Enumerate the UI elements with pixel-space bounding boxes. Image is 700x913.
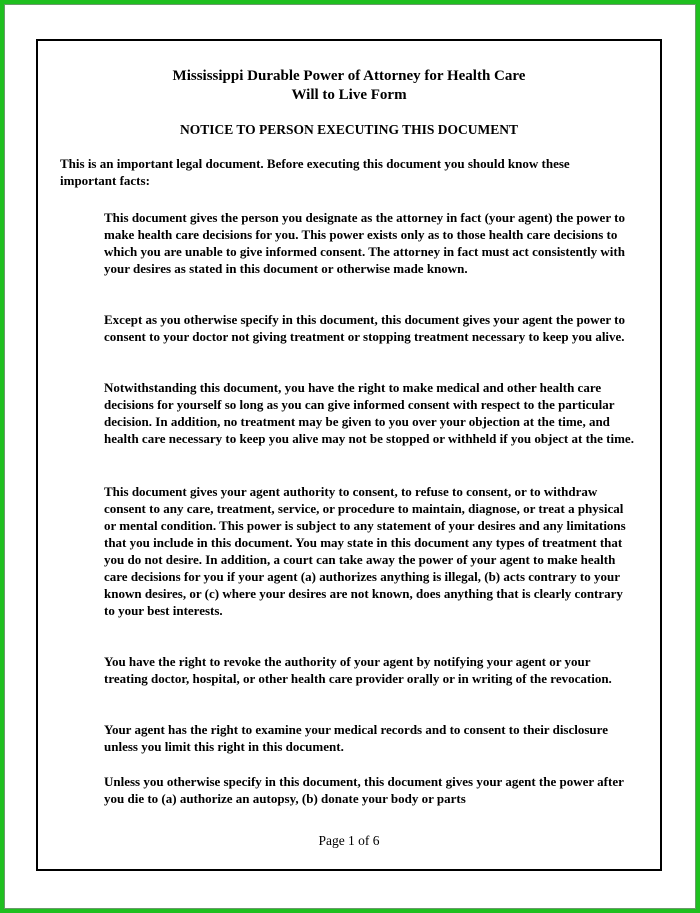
paragraph-agent-designation: This document gives the person you designate as the attorney in fact (your agent) the power to make health care decisions for you. This power exists only as to those health care decisions to which you are unable to give informed consent. The attorney in fact must act consistently with your desires as stated in this document or otherwise made known. (104, 210, 625, 276)
page-number: Page 1 of 6 (318, 833, 380, 848)
intro-paragraph: This is an important legal document. Before executing this document you should know these important facts: (60, 156, 570, 188)
document-subtitle: Will to Live Form (291, 87, 407, 103)
paragraph-revoke-authority: You have the right to revoke the authority of your agent by notifying your agent or your treating doctor, hospital, or other health care provider orally or in writing of the revocation. (104, 654, 612, 686)
document-title: Mississippi Durable Power of Attorney for Health Care (172, 68, 526, 84)
paragraph-medical-records: Your agent has the right to examine your medical records and to consent to their disclosure unless you limit this right in this document. (104, 722, 608, 754)
paragraph-after-death: Unless you otherwise specify in this document, this document gives your agent the power after you die to (a) authorize an autopsy, (b) donate your body or parts (104, 774, 624, 806)
paragraph-stop-treatment: Except as you otherwise specify in this document, this document gives your agent the power to consent to your doctor not giving treatment or stopping treatment necessary to keep you alive. (104, 312, 625, 344)
paragraph-right-to-decide: Notwithstanding this document, you have the right to make medical and other health care decisions for yourself so long as you can give informed consent with respect to the particular decision. In addition, no treatment may be given to you over your objection at the time, and health care necessary to keep you alive may not be stopped or withheld if you object at the time. (104, 380, 634, 446)
paragraph-agent-authority: This document gives your agent authority to consent, to refuse to consent, or to withdraw consent to any care, treatment, service, or procedure to maintain, diagnose, or treat a physical or mental condition. This power is subject to any statement of your desires and any limitations that you include in this document. You may state in this document any types of treatment that you do not desire. In addition, a court can take away the power of your agent to make health care decisions for you if your agent (a) authorizes anything is illegal, (b) acts contrary to your known desires, or (c) where your desires are not known, does anything that is clearly contrary to your best interests. (104, 484, 626, 618)
document-page (36, 39, 662, 871)
notice-heading: NOTICE TO PERSON EXECUTING THIS DOCUMENT (180, 122, 518, 137)
